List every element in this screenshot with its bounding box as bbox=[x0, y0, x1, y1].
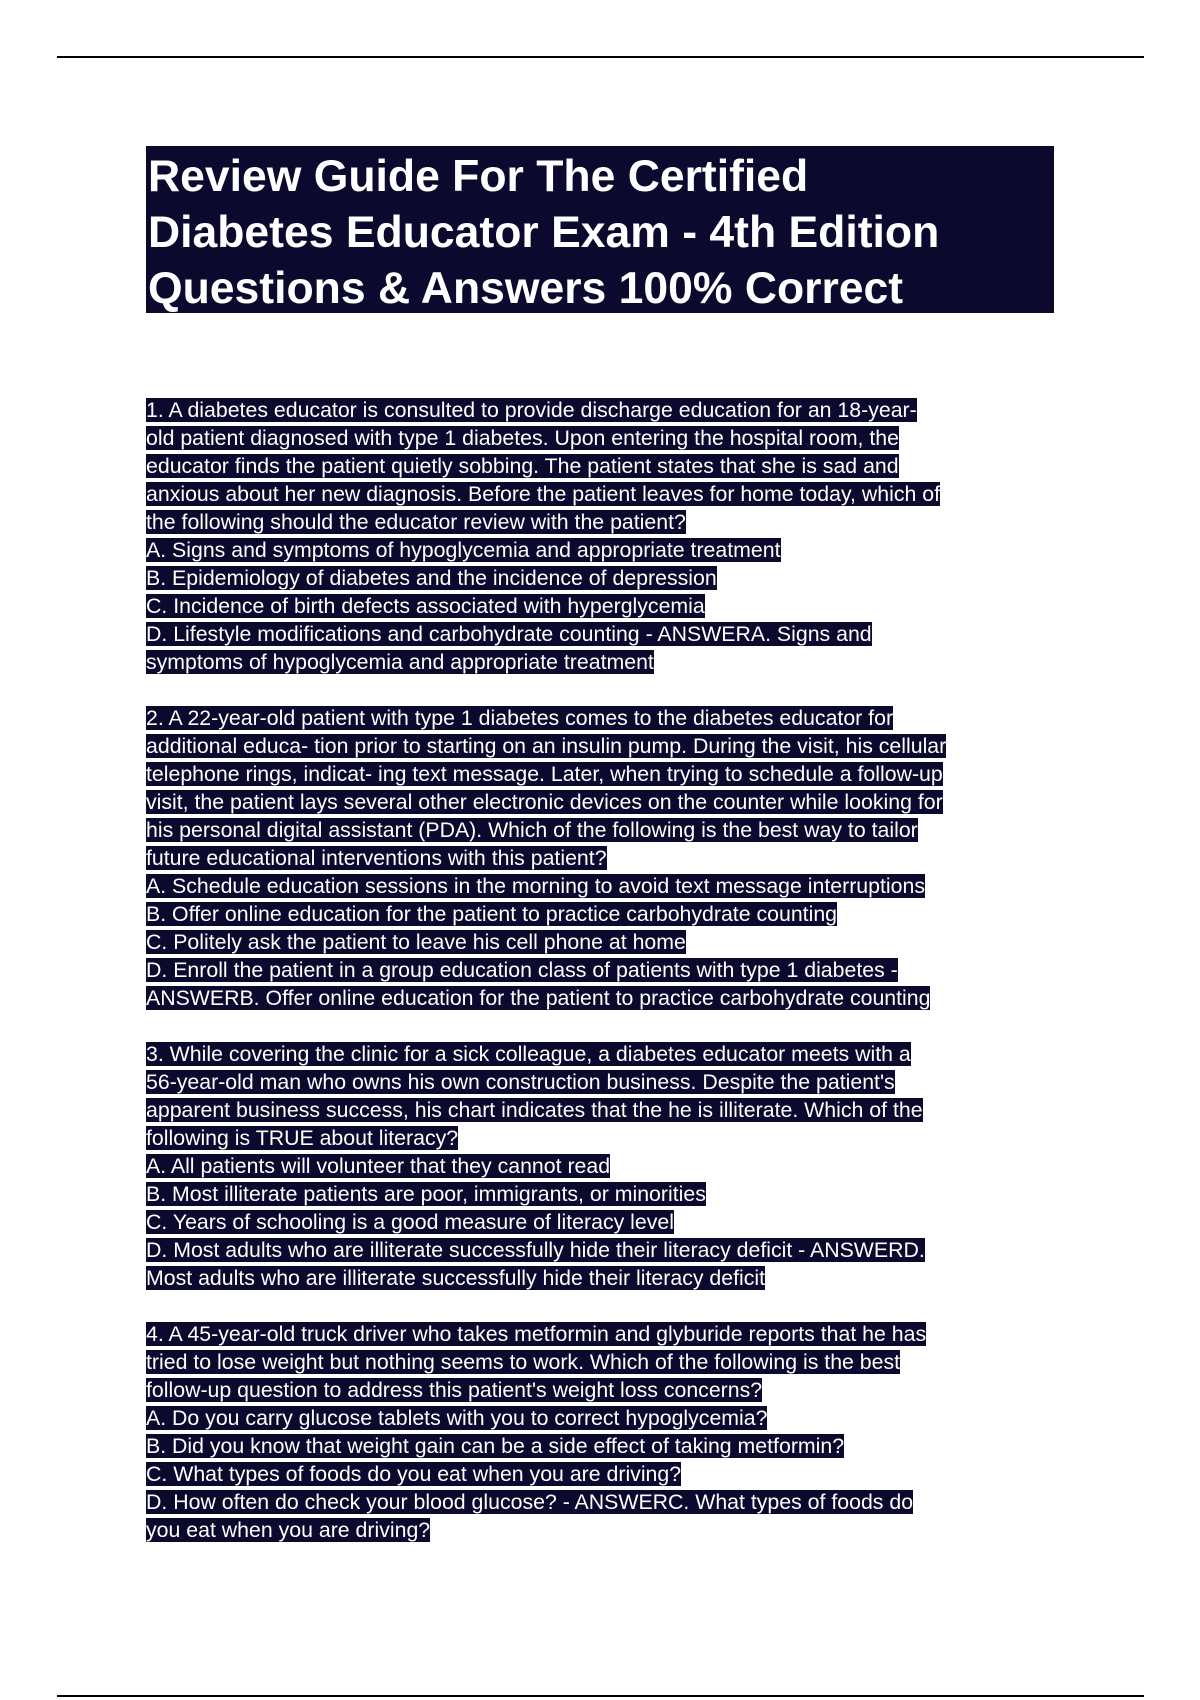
question-line bbox=[146, 816, 1106, 844]
question-line bbox=[146, 480, 1106, 508]
question-item bbox=[146, 1040, 1106, 1292]
question-text: B. Epidemiology of diabetes and the incidence of depression bbox=[146, 566, 717, 590]
title-line: Review Guide For The Certified bbox=[148, 152, 809, 201]
question-line bbox=[146, 1152, 1106, 1180]
question-line bbox=[146, 536, 1106, 564]
question-text: A. Signs and symptoms of hypoglycemia and appropriate treatment bbox=[146, 538, 781, 562]
page-title bbox=[148, 149, 1050, 317]
question-text: his personal digital assistant (PDA). Which of the following is the best way to tailor bbox=[146, 818, 918, 842]
question-text: 1. A diabetes educator is consulted to provide discharge education for an 18-year- bbox=[146, 398, 917, 422]
title-line: Questions & Answers 100% Correct bbox=[148, 264, 904, 313]
question-text: ANSWERB. Offer online education for the patient to practice carbohydrate counting bbox=[146, 986, 931, 1010]
question-line bbox=[146, 1376, 1106, 1404]
question-text: 3. While covering the clinic for a sick colleague, a diabetes educator meets with a bbox=[146, 1042, 911, 1066]
question-text: visit, the patient lays several other electronic devices on the counter while looking for bbox=[146, 790, 943, 814]
question-text: B. Most illiterate patients are poor, immigrants, or minorities bbox=[146, 1182, 706, 1206]
question-text: C. Politely ask the patient to leave his cell phone at home bbox=[146, 930, 686, 954]
question-text: A. Do you carry glucose tablets with you to correct hypoglycemia? bbox=[146, 1406, 768, 1430]
question-item bbox=[146, 704, 1106, 1012]
question-line bbox=[146, 732, 1106, 760]
question-line bbox=[146, 1264, 1106, 1292]
question-text: D. Most adults who are illiterate successfully hide their literacy deficit - ANSWERD. bbox=[146, 1238, 925, 1262]
question-line bbox=[146, 1096, 1106, 1124]
bottom-rule bbox=[57, 1695, 1144, 1697]
title-line: Diabetes Educator Exam - 4th Edition bbox=[148, 208, 940, 257]
question-text: Most adults who are illiterate successfully hide their literacy deficit bbox=[146, 1266, 766, 1290]
question-line bbox=[146, 1460, 1106, 1488]
question-line bbox=[146, 1348, 1106, 1376]
question-text: old patient diagnosed with type 1 diabetes. Upon entering the hospital room, the bbox=[146, 426, 899, 450]
question-text: 2. A 22-year-old patient with type 1 diabetes comes to the diabetes educator for bbox=[146, 706, 894, 730]
question-line bbox=[146, 620, 1106, 648]
question-line bbox=[146, 1180, 1106, 1208]
question-text: A. All patients will volunteer that they cannot read bbox=[146, 1154, 611, 1178]
question-line bbox=[146, 648, 1106, 676]
question-line bbox=[146, 564, 1106, 592]
question-text: the following should the educator review with the patient? bbox=[146, 510, 686, 534]
question-text: telephone rings, indicat- ing text message. Later, when trying to schedule a follow-up bbox=[146, 762, 943, 786]
question-text: D. Enroll the patient in a group education class of patients with type 1 diabetes - bbox=[146, 958, 898, 982]
question-line bbox=[146, 1488, 1106, 1516]
question-item bbox=[146, 396, 1106, 676]
question-list bbox=[146, 396, 1106, 1572]
question-text: B. Did you know that weight gain can be a side effect of taking metformin? bbox=[146, 1434, 845, 1458]
question-line bbox=[146, 1432, 1106, 1460]
title-block bbox=[146, 146, 1054, 313]
question-line bbox=[146, 1068, 1106, 1096]
question-line bbox=[146, 788, 1106, 816]
question-line bbox=[146, 1320, 1106, 1348]
question-line bbox=[146, 1516, 1106, 1544]
question-line bbox=[146, 452, 1106, 480]
question-text: C. What types of foods do you eat when you are driving? bbox=[146, 1462, 682, 1486]
question-line bbox=[146, 396, 1106, 424]
question-line bbox=[146, 1124, 1106, 1152]
question-text: D. Lifestyle modifications and carbohydrate counting - ANSWERA. Signs and bbox=[146, 622, 872, 646]
question-text: C. Years of schooling is a good measure of literacy level bbox=[146, 1210, 674, 1234]
question-text: you eat when you are driving? bbox=[146, 1518, 431, 1542]
question-line bbox=[146, 984, 1106, 1012]
question-line bbox=[146, 704, 1106, 732]
question-line bbox=[146, 424, 1106, 452]
question-line bbox=[146, 1208, 1106, 1236]
question-line bbox=[146, 1404, 1106, 1432]
question-text: symptoms of hypoglycemia and appropriate treatment bbox=[146, 650, 654, 674]
question-line bbox=[146, 508, 1106, 536]
question-text: following is TRUE about literacy? bbox=[146, 1126, 459, 1150]
top-rule bbox=[57, 56, 1144, 58]
question-text: D. How often do check your blood glucose? - ANSWERC. What types of foods do bbox=[146, 1490, 914, 1514]
question-line bbox=[146, 872, 1106, 900]
question-text: B. Offer online education for the patient to practice carbohydrate counting bbox=[146, 902, 838, 926]
question-text: future educational interventions with this patient? bbox=[146, 846, 607, 870]
question-text: educator finds the patient quietly sobbing. The patient states that she is sad and bbox=[146, 454, 899, 478]
question-line bbox=[146, 928, 1106, 956]
question-text: anxious about her new diagnosis. Before the patient leaves for home today, which of bbox=[146, 482, 940, 506]
question-line bbox=[146, 592, 1106, 620]
question-line bbox=[146, 760, 1106, 788]
question-text: A. Schedule education sessions in the morning to avoid text message interruptions bbox=[146, 874, 925, 898]
question-text: additional educa- tion prior to starting on an insulin pump. During the visit, his cellular bbox=[146, 734, 947, 758]
question-text: apparent business success, his chart indicates that the he is illiterate. Which of the bbox=[146, 1098, 923, 1122]
question-text: C. Incidence of birth defects associated with hyperglycemia bbox=[146, 594, 705, 618]
question-item bbox=[146, 1320, 1106, 1544]
question-line bbox=[146, 1040, 1106, 1068]
question-text: tried to lose weight but nothing seems to work. Which of the following is the best bbox=[146, 1350, 901, 1374]
question-text: 56-year-old man who owns his own construction business. Despite the patient's bbox=[146, 1070, 895, 1094]
question-line bbox=[146, 956, 1106, 984]
question-line bbox=[146, 900, 1106, 928]
question-text: follow-up question to address this patient's weight loss concerns? bbox=[146, 1378, 763, 1402]
question-text: 4. A 45-year-old truck driver who takes metformin and glyburide reports that he has bbox=[146, 1322, 927, 1346]
question-line bbox=[146, 844, 1106, 872]
question-line bbox=[146, 1236, 1106, 1264]
